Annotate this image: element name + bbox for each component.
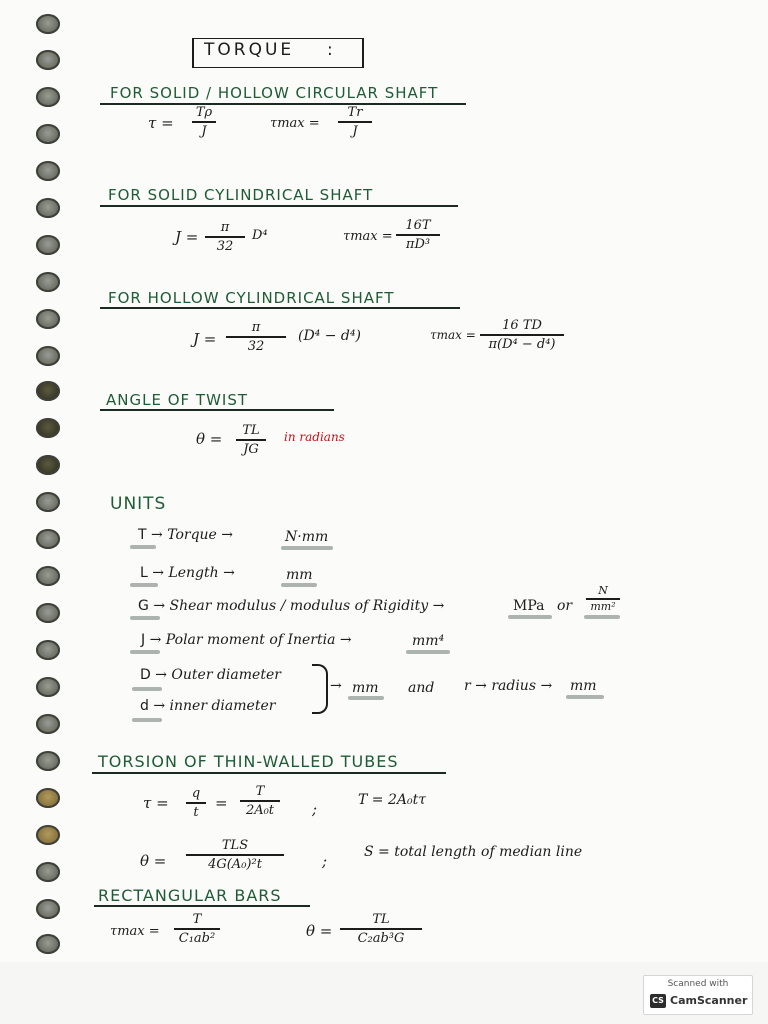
binder-hole <box>36 235 60 255</box>
fraction-angle-of-twist <box>236 423 266 457</box>
fraction-alt-unit <box>586 585 620 613</box>
eq-tail: (D⁴ − d⁴) <box>298 328 361 344</box>
section-heading-hollow-cylindrical: FOR HOLLOW CYLINDRICAL SHAFT <box>108 289 395 307</box>
arrow-icon: → <box>155 667 167 683</box>
fraction-bar <box>338 121 372 123</box>
binder-hole <box>36 899 60 919</box>
binder-hole <box>36 161 60 181</box>
heading-rule <box>100 205 458 207</box>
camscanner-watermark <box>643 975 753 1015</box>
denominator: 32 <box>216 238 234 254</box>
fraction-max-shear <box>396 218 440 252</box>
highlight-underline <box>584 615 620 619</box>
denominator: C₁ab² <box>178 930 216 946</box>
eq-lhs: τ = <box>143 794 169 812</box>
highlight-underline <box>348 696 384 700</box>
eq-lhs: τ = <box>148 114 174 132</box>
denominator: 32 <box>247 338 265 354</box>
unit-row-polar-moment <box>141 632 352 648</box>
arrow-icon: → <box>339 632 352 648</box>
watermark-caption: Scanned with <box>667 979 729 989</box>
section-heading-thin-walled: TORSION OF THIN-WALLED TUBES <box>98 752 399 771</box>
numerator: Tr <box>347 105 363 120</box>
binder-hole <box>36 529 60 549</box>
binder-hole <box>36 309 60 329</box>
arrow-icon: → <box>151 527 163 543</box>
highlight-underline <box>281 583 317 587</box>
unit-symbol: L <box>140 565 148 581</box>
unit-name: Shear modulus / modulus of Rigidity <box>169 598 429 614</box>
unit-value: mm <box>286 567 313 583</box>
binder-hole <box>36 272 60 292</box>
fraction-bar <box>340 928 422 930</box>
watermark-brand: CamScanner <box>670 994 748 1007</box>
unit-name: Outer diameter <box>171 667 281 683</box>
unit-row-shear-modulus <box>138 598 444 614</box>
heading-rule <box>100 409 334 411</box>
highlight-underline <box>130 650 160 654</box>
highlight-underline <box>132 718 162 722</box>
fraction-bar <box>205 236 245 238</box>
binder-hole <box>36 346 60 366</box>
highlight-underline <box>130 545 156 549</box>
arrow-icon: → <box>330 678 342 694</box>
binder-hole <box>36 381 60 401</box>
numerator: TL <box>242 423 260 438</box>
binder-hole <box>36 198 60 218</box>
eq-tail: D⁴ <box>252 228 268 243</box>
heading-rule <box>94 905 310 907</box>
binder-hole <box>36 14 60 34</box>
highlight-underline <box>130 616 160 620</box>
camscanner-logo-icon: CS <box>650 994 666 1008</box>
binder-hole <box>36 492 60 512</box>
section-heading-angle-of-twist: ANGLE OF TWIST <box>106 391 249 409</box>
title-punctuation: : <box>327 40 333 60</box>
numerator: 16 TD <box>502 318 542 333</box>
fraction-bar <box>174 928 220 930</box>
eq-lhs: θ = <box>140 852 167 870</box>
separator: ; <box>322 852 328 870</box>
unit-row-outer-diameter <box>140 667 281 683</box>
binder-hole <box>36 640 60 660</box>
unit-value: N·mm <box>285 529 329 545</box>
binder-hole <box>36 862 60 882</box>
unit-name: Torque <box>167 527 217 543</box>
binder-holes <box>36 14 66 954</box>
heading-rule <box>92 772 446 774</box>
fraction-bar <box>186 802 206 804</box>
eq-lhs: θ = <box>196 430 223 448</box>
section-heading-solid-cylindrical: FOR SOLID CYLINDRICAL SHAFT <box>108 186 374 204</box>
median-line-definition: S = total length of median line <box>364 844 583 860</box>
highlight-underline <box>566 695 604 699</box>
highlight-underline <box>281 546 333 550</box>
unit-symbol: T <box>138 527 147 543</box>
unit-name: Length <box>168 565 219 581</box>
binder-hole <box>36 677 60 697</box>
fraction-bar <box>226 336 286 338</box>
denominator: J <box>201 123 207 139</box>
fraction-twist-thin <box>186 838 284 872</box>
arrow-icon: → <box>153 698 166 714</box>
numerator: q <box>191 786 201 801</box>
binder-hole <box>36 788 60 808</box>
fraction-shear-torque <box>240 784 280 818</box>
numerator: Tρ <box>195 105 213 120</box>
unit-symbol: D <box>140 667 151 683</box>
binder-hole <box>36 87 60 107</box>
arrow-icon: → <box>432 598 445 614</box>
numerator: T <box>255 784 265 799</box>
eq-lhs: J = <box>175 228 199 246</box>
numerator: 16T <box>405 218 431 233</box>
eq-lhs: τmax = <box>110 924 160 939</box>
numerator: π <box>220 220 230 235</box>
eq-lhs: τmax = <box>343 229 393 244</box>
binder-hole <box>36 934 60 954</box>
numerator: TLS <box>221 838 249 853</box>
unit-name: inner diameter <box>169 698 276 714</box>
eq-lhs: τmax = <box>270 116 320 131</box>
fraction-bar <box>192 121 216 123</box>
unit-symbol: J <box>141 632 146 648</box>
fraction-bar <box>480 334 564 336</box>
numerator: N <box>598 584 608 597</box>
eq-lhs: θ = <box>306 922 333 940</box>
fraction-max-shear <box>338 105 372 139</box>
numerator: TL <box>372 912 390 927</box>
binder-hole <box>36 455 60 475</box>
fraction-rect-twist <box>340 912 422 946</box>
unit-symbol: d <box>140 698 149 714</box>
numerator: T <box>192 912 202 927</box>
denominator: JG <box>243 441 259 457</box>
page-title: TORQUE <box>204 40 295 60</box>
arrow-icon: → <box>153 598 166 614</box>
binder-hole <box>36 124 60 144</box>
binder-hole <box>36 603 60 623</box>
separator: ; <box>312 800 318 818</box>
highlight-underline <box>406 650 450 654</box>
unit-value: mm <box>570 678 597 694</box>
fraction-shear-flow <box>186 786 206 820</box>
highlight-underline <box>130 583 158 587</box>
denominator: 2A₀t <box>245 802 275 818</box>
heading-rule <box>100 103 466 105</box>
fraction-rect-shear <box>174 912 220 946</box>
eq-lhs: τmax = <box>430 328 476 342</box>
torque-relation: T = 2A₀tτ <box>358 792 426 808</box>
arrow-icon: → <box>152 565 164 581</box>
denominator: C₂ab³G <box>357 930 405 946</box>
curly-brace <box>312 664 328 714</box>
denominator: J <box>352 123 358 139</box>
binder-hole <box>36 50 60 70</box>
binder-hole <box>36 751 60 771</box>
fraction-polar-moment <box>205 220 245 254</box>
fraction-bar <box>240 800 280 802</box>
arrow-icon: → <box>149 632 162 648</box>
unit-row-torque <box>138 527 233 543</box>
heading-rule <box>100 307 460 309</box>
denominator: πD³ <box>405 236 431 252</box>
radians-note: in radians <box>284 430 345 444</box>
unit-row-inner-diameter <box>140 698 275 714</box>
denominator: t <box>193 804 199 820</box>
unit-name: Polar moment of Inertia <box>165 632 336 648</box>
or-text: or <box>557 598 573 614</box>
unit-value: mm⁴ <box>412 633 445 649</box>
denominator: 4G(A₀)²t <box>208 856 262 872</box>
unit-row-length <box>140 565 235 581</box>
unit-value: MPa <box>513 598 545 614</box>
binder-hole <box>36 825 60 845</box>
fraction-shear-stress <box>192 105 216 139</box>
fraction-bar <box>236 439 266 441</box>
highlight-underline <box>132 687 162 691</box>
section-heading-units: UNITS <box>110 494 167 514</box>
denominator: π(D⁴ − d⁴) <box>488 336 556 352</box>
binder-hole <box>36 714 60 734</box>
binder-hole <box>36 418 60 438</box>
denominator: mm² <box>590 599 616 613</box>
arrow-icon: → <box>221 527 234 543</box>
fraction-polar-moment <box>226 320 286 354</box>
equals-sign: = <box>215 794 228 812</box>
fraction-max-shear <box>480 318 564 352</box>
radius-text: r → radius → <box>464 678 553 694</box>
section-heading-rectangular: RECTANGULAR BARS <box>98 886 282 905</box>
binder-hole <box>36 566 60 586</box>
arrow-icon: → <box>223 565 235 581</box>
eq-lhs: J = <box>193 330 217 348</box>
section-heading-solid-hollow: FOR SOLID / HOLLOW CIRCULAR SHAFT <box>110 84 439 102</box>
highlight-underline <box>508 615 552 619</box>
unit-symbol: G <box>138 598 149 614</box>
unit-value: mm <box>352 680 379 696</box>
fraction-bar <box>396 234 440 236</box>
numerator: π <box>251 320 261 335</box>
and-text: and <box>408 680 435 696</box>
fraction-bar <box>186 854 284 856</box>
